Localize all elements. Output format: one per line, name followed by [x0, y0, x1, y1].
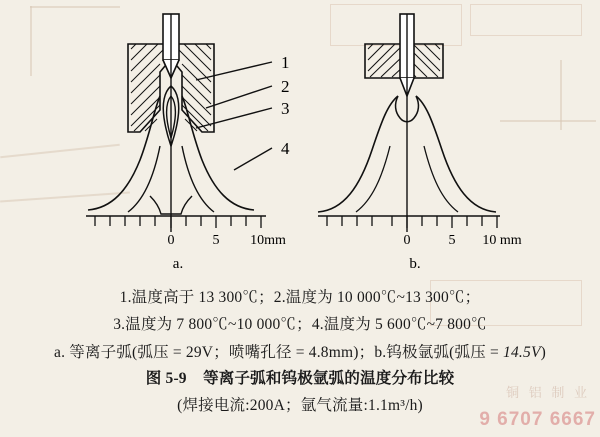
- panel-b-tick-5: 5: [448, 233, 456, 248]
- panel-b-tick-10: 10 mm: [482, 233, 522, 248]
- figure-number: 图 5-9: [145, 370, 187, 387]
- callout-label-1: 1: [281, 53, 290, 72]
- legend-line-3-prefix: a. 等离子弧(弧压 = 29V；喷嘴孔径 = 4.8mm)；b.钨极氩弧(弧压 =: [54, 344, 504, 361]
- panel-a-label: a.: [172, 256, 184, 272]
- panel-b-tick-0: 0: [403, 233, 411, 248]
- watermark-phone: 9 6707 6667: [479, 409, 596, 430]
- panel-a-tick-10: 10mm: [250, 233, 286, 248]
- panel-a-tick-5: 5: [212, 233, 220, 248]
- callout-label-4: 4: [281, 139, 290, 158]
- panel-a-drawing: [86, 14, 286, 248]
- legend-line-2: 3.温度为 7 800℃~10 000℃；4.温度为 5 600℃~7 800℃: [113, 316, 487, 333]
- legend-line-3-suffix: ): [540, 344, 546, 361]
- figure-conditions: (焊接电流:200A；氩气流量:1.1m³/h): [177, 397, 423, 414]
- panel-b-drawing: [318, 14, 522, 248]
- callout-label-3: 3: [281, 99, 290, 118]
- callout-label-2: 2: [281, 77, 290, 96]
- legend-line-3-italic: 14.5V: [503, 344, 541, 361]
- figure-title: 等离子弧和钨极氩弧的温度分布比较: [203, 370, 455, 387]
- legend-line-3: [0, 340, 600, 365]
- legend-line-1: 1.温度高于 13 300℃；2.温度为 10 000℃~13 300℃；: [119, 289, 481, 306]
- panel-a-tick-0: 0: [167, 233, 175, 248]
- panel-b-label: b.: [409, 256, 421, 272]
- watermark-chars: 铜 铝 制 业: [506, 385, 590, 400]
